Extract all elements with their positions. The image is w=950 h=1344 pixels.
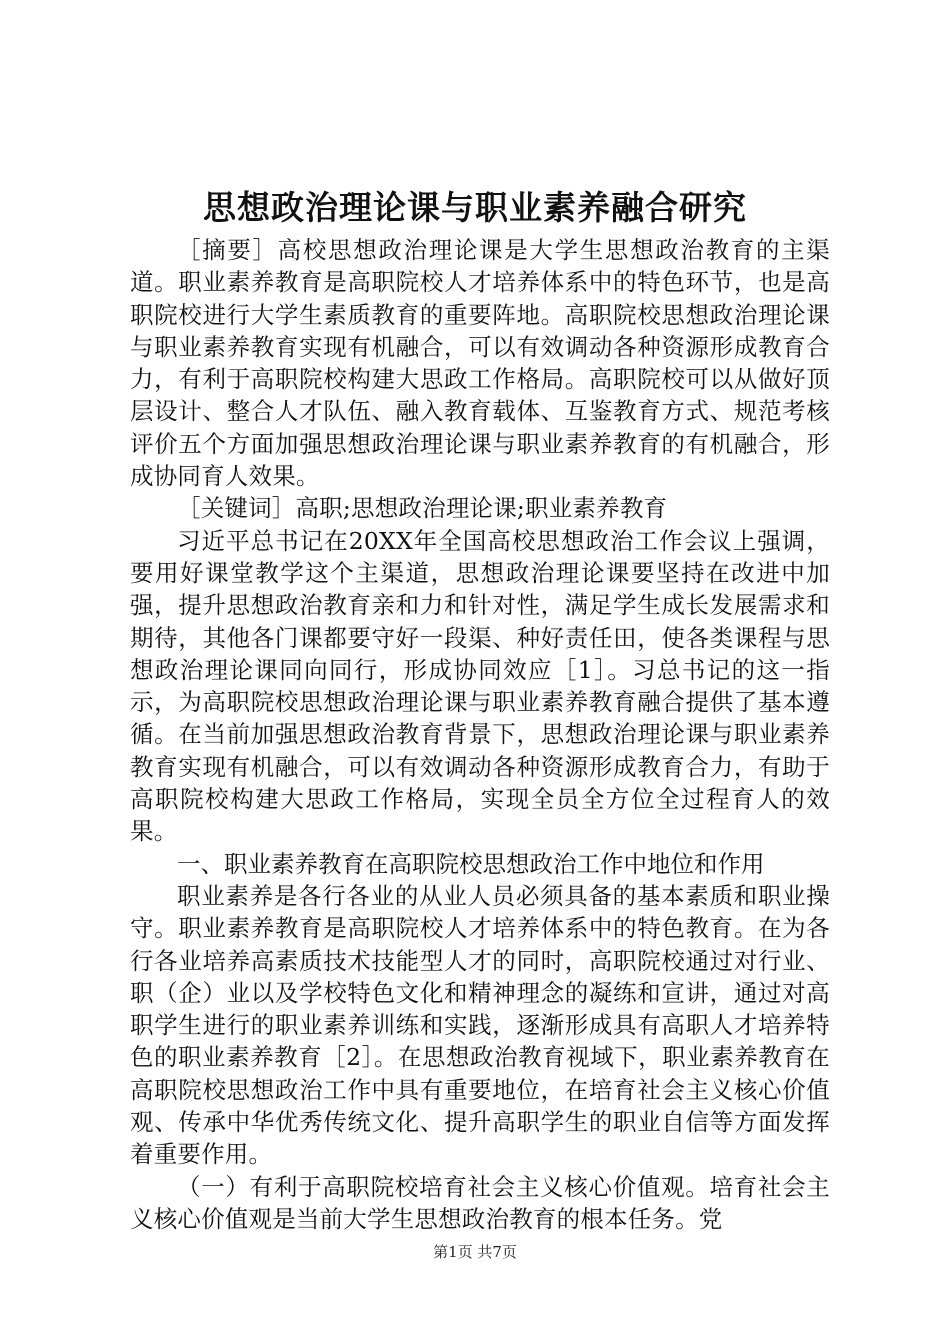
document-title: 思想政治理论课与职业素养融合研究 bbox=[203, 188, 747, 227]
section-heading: 一、职业素养教育在高职院校思想政治工作中地位和作用 bbox=[177, 849, 765, 878]
keywords-paragraph: ［关键词］高职;思想政治理论课;职业素养教育 bbox=[177, 494, 668, 523]
abstract-paragraph: ［摘要］高校思想政治理论课是大学生思想政治教育的主渠道。职业素养教育是高职院校人才培养体系中的特色环节，也是高职院校进行大学生素质教育的重要阵地。高职院校思想政治理论课与职业素养教育实现有机融合，可以有效调动各种资源形成教育合力，有利于高职院校构建大思政工作格局。高职院校可以从做好顶层设计、整合人才队伍、融入教育载体、互鉴教育方式、规范考核评价五个方面加强思想政治理论课与职业素养教育的有机融合，形成协同育人效果。 bbox=[130, 236, 830, 491]
body-paragraph: 习近平总书记在20XX年全国高校思想政治工作会议上强调，要用好课堂教学这个主渠道，思想政治理论课要坚持在改进中加强，提升思想政治教育亲和力和针对性，满足学生成长发展需求和期待，其他各门课都要守好一段渠、种好责任田，使各类课程与思想政治理论课同向同行，形成协同效应［1］。习总书记的这一指示，为高职院校思想政治理论课与职业素养教育融合提供了基本遵循。在当前加强思想政治教育背景下，思想政治理论课与职业素养教育实现有机融合，可以有效调动各种资源形成教育合力，有助于高职院校构建大思政工作格局，实现全员全方位全过程育人的效果。 bbox=[130, 526, 830, 846]
body-paragraph: 职业素养是各行各业的从业人员必须具备的基本素质和职业操守。职业素养教育是高职院校人才培养体系中的特色教育。在为各行各业培养高素质技术技能型人才的同时，高职院校通过对行业、职（企）业以及学校特色文化和精神理念的凝练和宣讲，通过对高职学生进行的职业素养训练和实践，逐渐形成具有高职人才培养特色的职业素养教育［2］。在思想政治教育视域下，职业素养教育在高职院校思想政治工作中具有重要地位，在培育社会主义核心价值观、传承中华优秀传统文化、提升高职学生的职业自信等方面发挥着重要作用。 bbox=[130, 881, 830, 1169]
page-number-footer: 第1页 共7页 bbox=[433, 1243, 517, 1261]
document-body bbox=[130, 234, 830, 1235]
body-paragraph: （一）有利于高职院校培育社会主义核心价值观。培育社会主义核心价值观是当前大学生思想政治教育的根本任务。党 bbox=[130, 1172, 830, 1233]
